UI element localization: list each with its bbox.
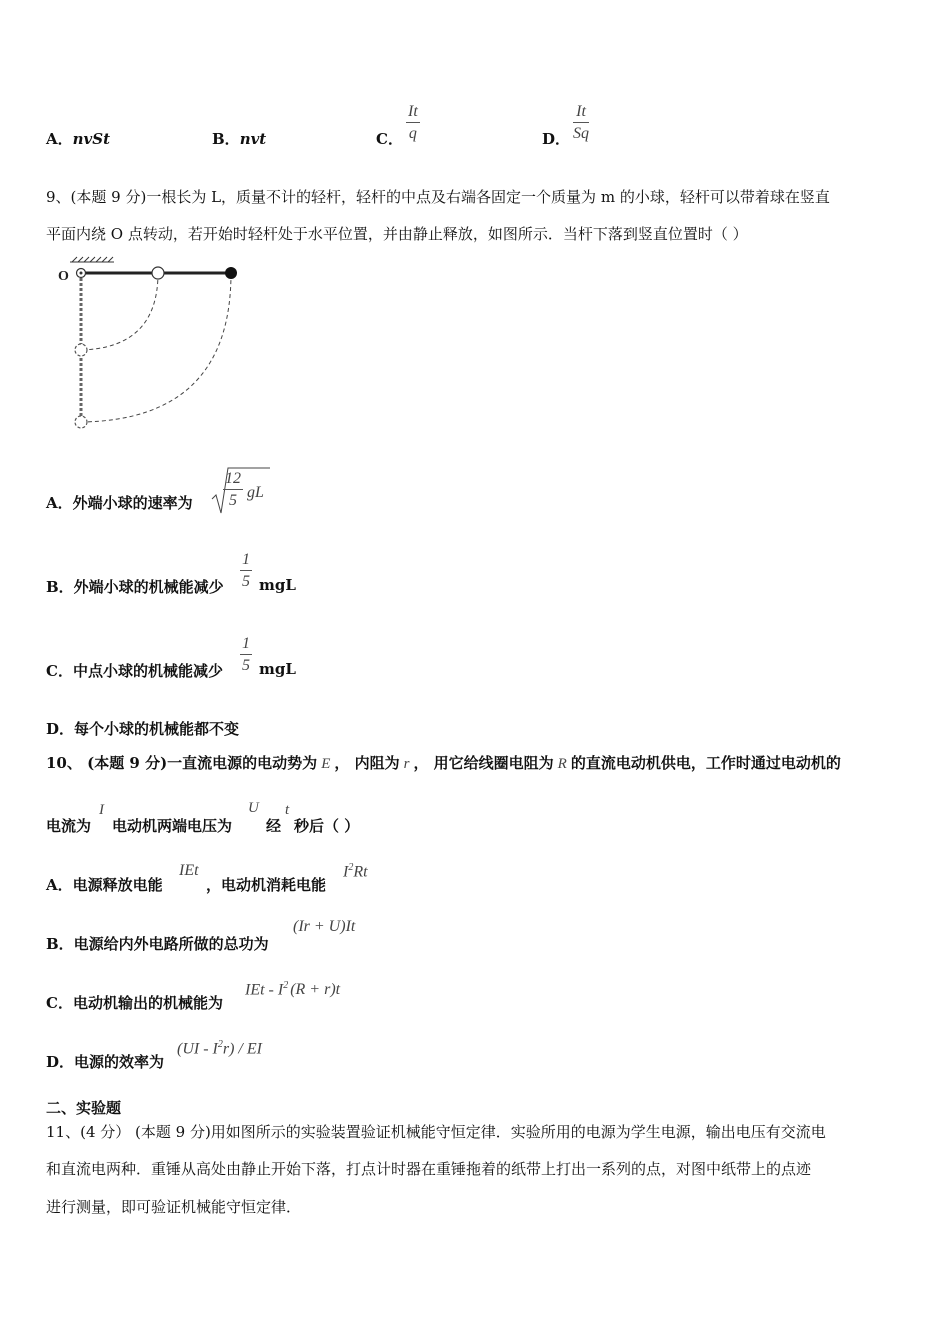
q9-option-a-gl: gL (247, 484, 264, 501)
q10-stem-line2-a: 电流为 (46, 817, 92, 835)
q10-option-a-text1: A．电源释放电能 (46, 876, 163, 894)
q10-option-c-formula: IEt - $I^2$ (R + r)t (245, 980, 341, 999)
q10-option-a-iet: IEt (179, 862, 199, 879)
q10-current-symbol: I (99, 802, 104, 818)
q11-line1: 11、(4 分） (本题 9 分)用如图所示的实验装置验证机械能守恒定律．实验所用的电源为学生电源，输出电压有交流电 (46, 1123, 826, 1141)
middle-ball-final (75, 344, 87, 356)
q10-voltage-symbol: U (248, 800, 259, 816)
q10-option-a-text2: ，电动机消耗电能 (206, 876, 327, 894)
q10-stem-line2-b: 电动机两端电压为 (112, 817, 233, 835)
q10-stem-line2-d: 秒后（ ） (294, 817, 360, 835)
q9-option-b-mgl: mgL (259, 576, 296, 594)
q8-option-d-label: D． (542, 130, 571, 148)
section-title: 二、实验题 (46, 1099, 122, 1117)
q9-option-d: D．每个小球的机械能都不变 (46, 720, 240, 738)
q9-stem-line2: 平面内绕 O 点转动，若开始时轻杆处于水平位置，并由静止释放，如图所示．当杆下落到竖直位置时（ ） (46, 225, 748, 243)
q8-option-b: B．nvt (212, 130, 267, 148)
q10-option-b-formula: (Ir + U)It (293, 918, 356, 935)
ceiling-hatch (70, 257, 114, 262)
q10-option-d-formula: $(UI - I^2r)$ / EI (177, 1039, 262, 1058)
outer-ball-final (75, 416, 87, 428)
q8-option-d-fraction: $\frac{It}{Sq}$ (573, 103, 589, 142)
q10-time-symbol: t (285, 802, 290, 818)
q10-stem-line1: 10、 (本题 9 分)一直流电源的电动势为 E ， 内阻为 r ， 用它给线圈电阻为 R 的直流电动机供电，工作时通过电动机的 (46, 754, 841, 772)
q10-option-a-i2rt: $I^2Rt$ (343, 862, 368, 881)
q8-option-c-label: C． (376, 130, 403, 148)
q9-option-b-fraction: $\frac{1}{5}$ (242, 551, 250, 590)
q9-stem-line1: 9、(本题 9 分)一根长为 L，质量不计的轻杆，轻杆的中点及右端各固定一个质量为 m 的小球，轻杆可以带着球在竖直 (46, 188, 830, 206)
q11-line3: 进行测量，即可验证机械能守恒定律． (46, 1198, 302, 1216)
middle-ball-initial (152, 267, 164, 279)
middle-ball-arc (81, 273, 158, 350)
q9-option-a: A．外端小球的速率为 (46, 494, 193, 512)
q9-option-c-fraction: $\frac{1}{5}$ (242, 635, 250, 674)
q8-option-a: A．nvSt (46, 130, 111, 148)
q8-option-c-fraction: $\frac{It}{q}$ (408, 103, 418, 142)
q10-option-d-text: D．电源的效率为 (46, 1053, 165, 1071)
q10-option-b-text: B．电源给内外电路所做的总功为 (46, 935, 269, 953)
q11-line2: 和直流电两种．重锤从高处由静止开始下落，打点计时器在重锤拖着的纸带上打出一系列的点，对图中纸带上的点迹 (46, 1160, 812, 1178)
q10-stem-line2-c: 经 (266, 817, 282, 835)
q9-rod-figure (44, 256, 254, 434)
q10-option-c-text: C．电动机输出的机械能为 (46, 994, 223, 1012)
q9-option-b: B．外端小球的机械能减少 (46, 578, 224, 596)
pivot-label: O (58, 269, 69, 284)
outer-ball-initial (225, 267, 237, 279)
q9-option-c: C．中点小球的机械能减少 (46, 662, 223, 680)
q9-option-a-fraction: $\frac{12}{5}$ (225, 470, 241, 509)
q9-option-c-mgl: mgL (259, 660, 296, 678)
